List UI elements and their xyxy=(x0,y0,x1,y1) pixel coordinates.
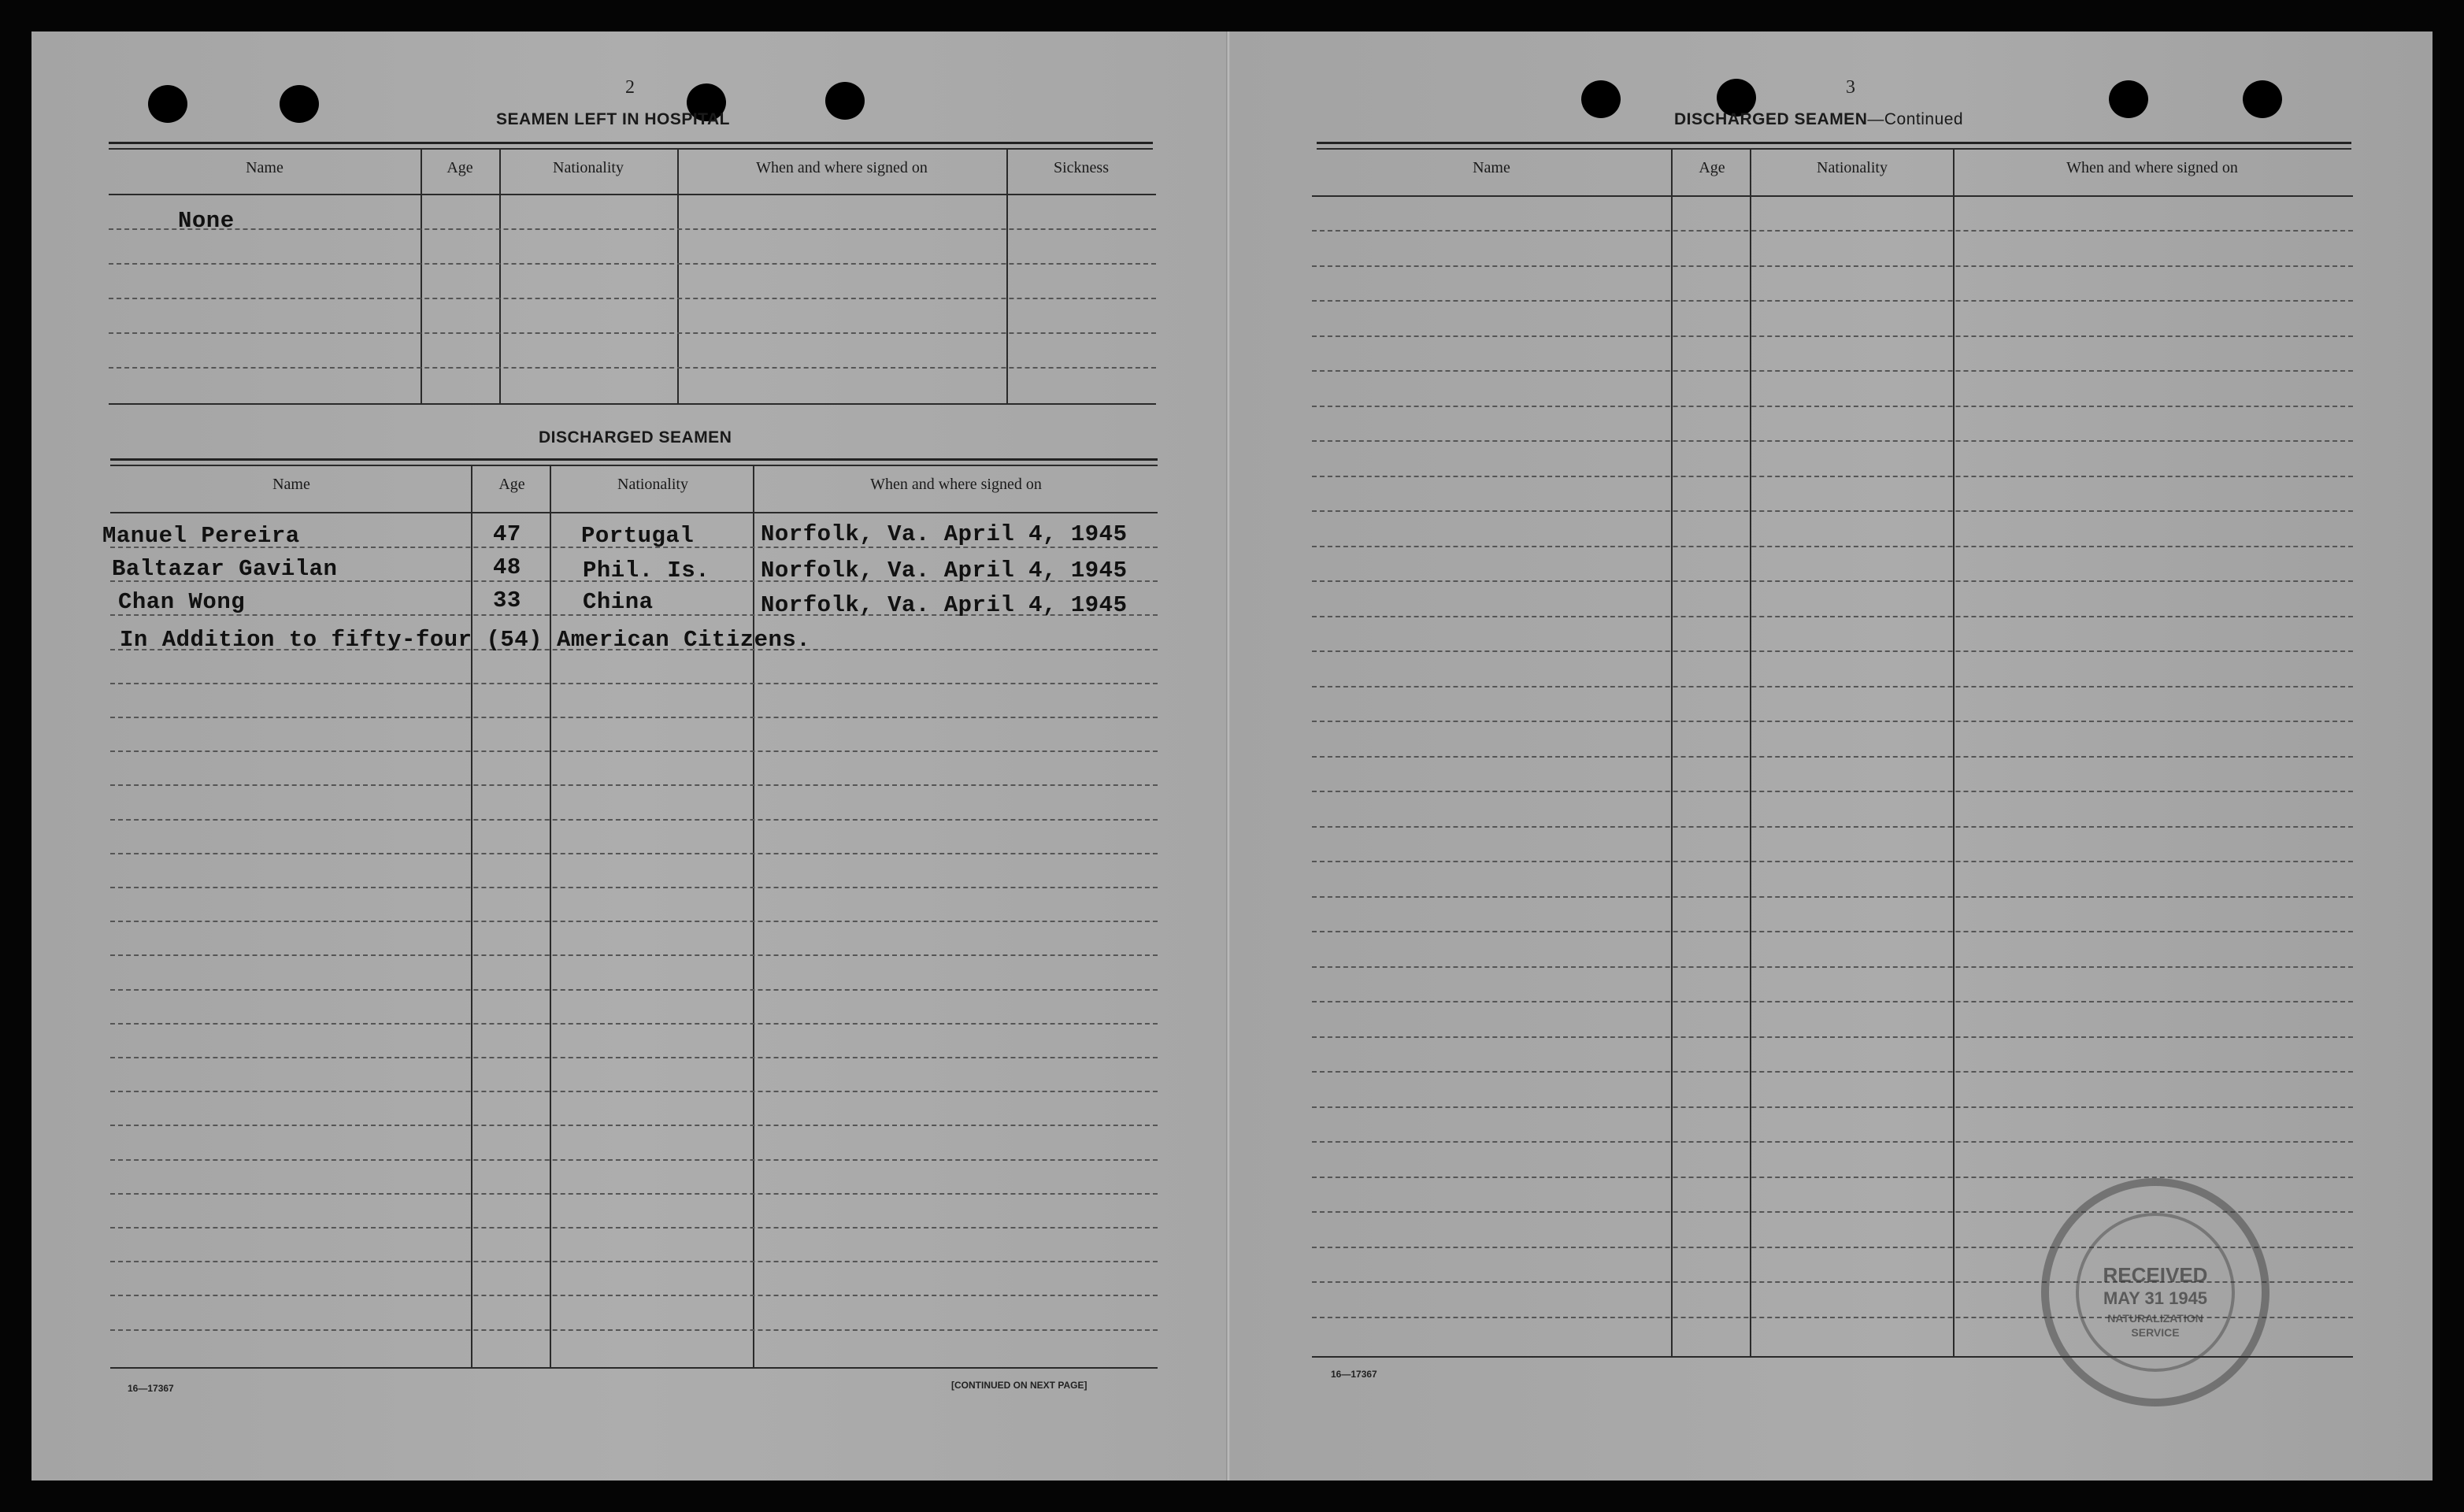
punch-hole xyxy=(825,82,865,120)
page-number: 3 xyxy=(1846,77,1855,98)
discharged-col-nationality: Nationality xyxy=(617,476,688,493)
discharged-col-divider xyxy=(471,466,472,1369)
ruled-line xyxy=(1312,230,2353,232)
hospital-col-signed-on: When and where signed on xyxy=(756,159,928,176)
ruled-line xyxy=(110,1023,1158,1025)
discharged-section-title: DISCHARGED SEAMEN xyxy=(539,428,732,447)
seaman-name: Manuel Pereira xyxy=(102,523,300,549)
discharged-top-rule-2 xyxy=(110,465,1158,466)
stamp-date: MAY 31 1945 xyxy=(2103,1288,2208,1308)
punch-hole xyxy=(2109,80,2148,118)
seaman-nationality: Portugal xyxy=(581,523,695,549)
discharged-col-divider xyxy=(753,466,754,1369)
ruled-line xyxy=(110,921,1158,922)
stamp-received: RECEIVED xyxy=(2103,1263,2208,1287)
ruled-line xyxy=(1312,931,2353,932)
ruled-line xyxy=(1312,476,2353,477)
ruled-line xyxy=(110,784,1158,786)
ruled-line xyxy=(110,954,1158,956)
received-stamp xyxy=(2041,1178,2269,1406)
right-col-nationality: Nationality xyxy=(1817,159,1888,176)
ruled-line xyxy=(1312,546,2353,547)
ruled-line xyxy=(110,1057,1158,1058)
ruled-line xyxy=(110,717,1158,718)
ruled-line xyxy=(1312,370,2353,372)
seaman-signed-on: Norfolk, Va. April 4, 1945 xyxy=(761,592,1128,618)
hospital-entry-none: None xyxy=(178,208,235,234)
ruled-line xyxy=(110,853,1158,854)
right-section-title xyxy=(1674,110,1963,129)
hospital-bottom-rule xyxy=(109,403,1156,405)
hospital-top-rule-2 xyxy=(109,148,1153,150)
hospital-row-line xyxy=(109,228,1156,230)
form-number: 16—17367 xyxy=(1331,1369,1377,1380)
discharged-bottom-rule xyxy=(110,1367,1158,1369)
seaman-name: Chan Wong xyxy=(118,589,246,615)
ruled-line xyxy=(1312,1036,2353,1038)
ruled-line xyxy=(1312,966,2353,968)
ruled-line xyxy=(1312,580,2353,582)
continued-note: [CONTINUED ON NEXT PAGE] xyxy=(951,1380,1087,1391)
discharged-top-rule xyxy=(110,458,1158,461)
ruled-line xyxy=(110,1125,1158,1126)
hospital-header-rule xyxy=(109,194,1156,195)
seaman-nationality: Phil. Is. xyxy=(583,558,710,584)
right-top-rule-2 xyxy=(1317,148,2351,150)
ruled-line xyxy=(1312,896,2353,898)
seaman-signed-on: Norfolk, Va. April 4, 1945 xyxy=(761,521,1128,547)
ruled-line xyxy=(110,1091,1158,1092)
ruled-line xyxy=(110,1261,1158,1262)
ruled-line xyxy=(110,1193,1158,1195)
stamp-service: SERVICE xyxy=(2131,1326,2180,1339)
seaman-name: Baltazar Gavilan xyxy=(112,556,338,582)
discharged-header-rule xyxy=(110,512,1158,513)
ruled-line xyxy=(1312,650,2353,652)
hospital-row-line xyxy=(109,298,1156,299)
seaman-nationality: China xyxy=(583,589,654,615)
ruled-line xyxy=(1312,616,2353,617)
ruled-line xyxy=(1312,1106,2353,1108)
right-top-rule xyxy=(1317,142,2351,144)
hospital-col-age: Age xyxy=(446,159,473,176)
discharged-col-divider xyxy=(550,466,551,1369)
discharged-col-signed-on: When and where signed on xyxy=(870,476,1042,493)
punch-hole xyxy=(2243,80,2282,118)
ruled-line xyxy=(1312,1001,2353,1002)
hospital-col-sickness: Sickness xyxy=(1054,159,1109,176)
ruled-line xyxy=(110,989,1158,991)
ruled-line xyxy=(110,1159,1158,1161)
right-col-name: Name xyxy=(1473,159,1510,176)
seaman-age: 47 xyxy=(493,521,521,547)
right-header-rule xyxy=(1312,195,2353,197)
left-page xyxy=(31,32,1228,1480)
punch-hole xyxy=(1581,80,1621,118)
ruled-line xyxy=(1312,826,2353,828)
ruled-line xyxy=(1312,265,2353,267)
ruled-line xyxy=(1312,1071,2353,1073)
discharged-col-age: Age xyxy=(498,476,525,493)
stamp-naturalization: NATURALIZATION xyxy=(2107,1312,2203,1325)
ruled-line xyxy=(110,1329,1158,1331)
american-citizens-note: In Addition to fifty-four (54) American Citizens. xyxy=(120,627,811,653)
hospital-row-line xyxy=(109,367,1156,369)
ruled-line xyxy=(1312,686,2353,687)
ruled-line xyxy=(1312,1141,2353,1143)
ruled-line xyxy=(1312,861,2353,862)
seaman-age: 33 xyxy=(493,587,521,613)
ruled-line xyxy=(1312,440,2353,442)
right-col-signed-on: When and where signed on xyxy=(2066,159,2238,176)
right-title-suffix: —Continued xyxy=(1867,110,1964,128)
punch-hole xyxy=(280,85,319,123)
ruled-line xyxy=(1312,791,2353,792)
seaman-signed-on: Norfolk, Va. April 4, 1945 xyxy=(761,558,1128,584)
seaman-age: 48 xyxy=(493,554,521,580)
ruled-line xyxy=(1312,300,2353,302)
hospital-col-name: Name xyxy=(246,159,283,176)
ruled-line xyxy=(110,1227,1158,1228)
hospital-section-title: SEAMEN LEFT IN HOSPITAL xyxy=(496,110,730,128)
form-number: 16—17367 xyxy=(128,1383,174,1394)
ruled-line xyxy=(1312,1177,2353,1178)
ruled-line xyxy=(110,819,1158,821)
right-title-main: DISCHARGED SEAMEN xyxy=(1674,110,1868,128)
page-number: 2 xyxy=(625,77,635,98)
ruled-line xyxy=(1312,721,2353,722)
ruled-line xyxy=(110,750,1158,752)
ruled-line xyxy=(1312,756,2353,758)
discharged-col-name: Name xyxy=(272,476,310,493)
ruled-line xyxy=(110,1295,1158,1296)
ruled-line xyxy=(1312,406,2353,407)
hospital-col-nationality: Nationality xyxy=(553,159,624,176)
ruled-line xyxy=(110,887,1158,888)
ruled-line xyxy=(1312,510,2353,512)
ruled-line xyxy=(110,683,1158,684)
ruled-line xyxy=(1312,335,2353,337)
hospital-row-line xyxy=(109,332,1156,334)
punch-hole xyxy=(148,85,187,123)
right-col-age: Age xyxy=(1699,159,1725,176)
hospital-top-rule xyxy=(109,142,1153,144)
hospital-row-line xyxy=(109,263,1156,265)
